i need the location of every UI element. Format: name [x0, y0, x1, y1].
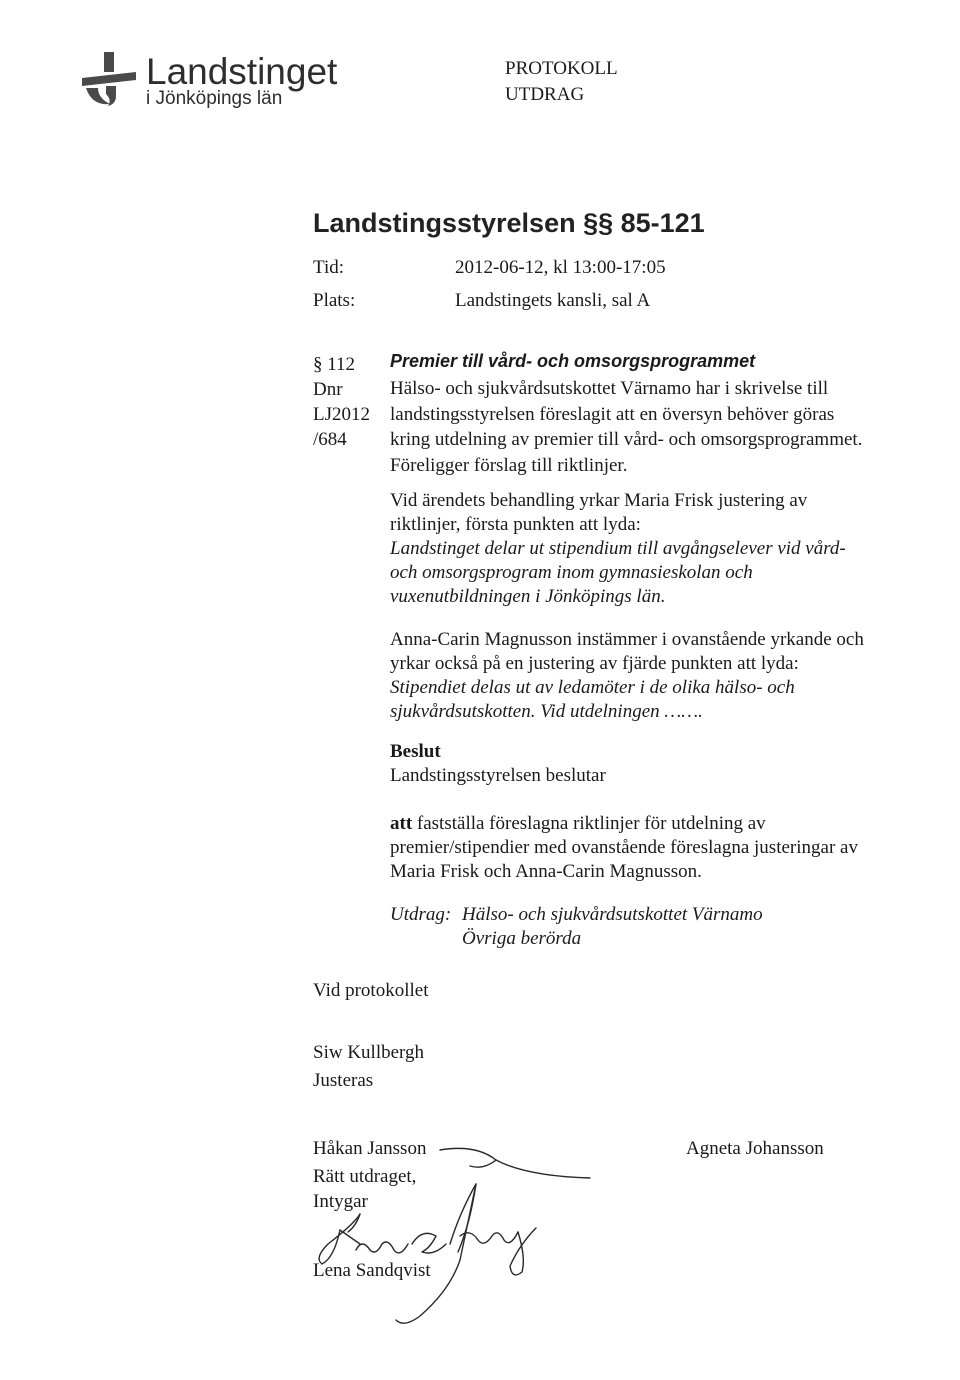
section-number: § 112: [313, 354, 356, 375]
logo-name: Landstinget: [146, 51, 338, 92]
decision-line: fastställa föreslagna riktlinjer för utdelning av: [412, 813, 766, 834]
doc-type-line: PROTOKOLL: [505, 58, 618, 79]
claim-line: Anna-Carin Magnusson instämmer i ovanstående yrkande och: [390, 629, 864, 650]
dnr-value-suffix: /684: [313, 429, 347, 450]
section-intro: [390, 376, 862, 478]
decision-line-first: [390, 812, 858, 836]
claim-quote-line: sjukvårdsutskotten. Vid utdelningen …….: [390, 701, 703, 722]
intro-line: landstingsstyrelsen föreslagit att en översyn behöver göras: [390, 403, 835, 425]
landstinget-logo-icon: [78, 50, 140, 108]
decision-intro: Landstingsstyrelsen beslutar: [390, 765, 606, 786]
document-type: [505, 56, 618, 108]
claim-quote-line: Stipendiet delas ut av ledamöter i de olika hälso- och: [390, 677, 795, 698]
logo-subtitle: i Jönköpings län: [146, 88, 283, 109]
intro-line: Föreligger förslag till riktlinjer.: [390, 454, 628, 476]
extract-recipient: Övriga berörda: [462, 928, 582, 949]
adjuster-name: Agneta Johansson: [686, 1138, 824, 1159]
doc-type-line: UTDRAG: [505, 84, 585, 105]
decision-line: premier/stipendier med ovanstående föreslagna justeringar av: [390, 837, 858, 858]
section-margin-notes: [313, 352, 370, 452]
ratt-utdraget-label: Rätt utdraget,: [313, 1166, 417, 1187]
secretary-name: Siw Kullbergh: [313, 1042, 425, 1063]
claim-line: yrkar också på en justering av fjärde punkten att lyda:: [390, 653, 799, 674]
decision-att: att: [390, 813, 413, 834]
claim-quote-line: vuxenutbildningen i Jönköpings län.: [390, 586, 666, 607]
dnr-value: LJ2012: [313, 404, 370, 425]
dnr-label: Dnr: [313, 379, 343, 400]
decision-line: Maria Frisk och Anna-Carin Magnusson.: [390, 861, 702, 882]
place-value: Landstingets kansli, sal A: [455, 290, 651, 311]
intro-line: kring utdelning av premier till vård- och omsorgsprogrammet.: [390, 429, 863, 450]
claim-quote-line: och omsorgsprogram inom gymnasieskolan och: [390, 562, 753, 583]
decision-heading: Beslut: [390, 741, 441, 762]
vid-protokollet-label: Vid protokollet: [313, 980, 429, 1001]
handwritten-signature: [300, 1140, 630, 1330]
time-label: Tid:: [313, 257, 344, 278]
justeras-label: Justeras: [313, 1070, 374, 1091]
claim-quote-line: Landstinget delar ut stipendium till avgångselever vid vård-: [390, 538, 846, 559]
decision-text: [390, 812, 858, 884]
page-title: Landstingsstyrelsen §§ 85-121: [313, 208, 705, 238]
section-title: Premier till vård- och omsorgsprogrammet: [390, 351, 756, 371]
intro-line: Hälso- och sjukvårdsutskottet Värnamo har i skrivelse till: [390, 378, 829, 399]
place-label: Plats:: [313, 290, 356, 311]
extract-recipient: Hälso- och sjukvårdsutskottet Värnamo: [462, 904, 763, 925]
extract-label: Utdrag:: [390, 904, 452, 925]
time-value: 2012-06-12, kl 13:00-17:05: [455, 257, 666, 278]
intygar-label: Intygar: [313, 1191, 368, 1212]
adjuster-name: Håkan Jansson: [313, 1138, 427, 1159]
claim-maria-frisk: [390, 489, 846, 609]
claim-line: riktlinjer, första punkten att lyda:: [390, 514, 641, 535]
claim-line: Vid ärendets behandling yrkar Maria Frisk justering av: [390, 490, 808, 511]
claim-anna-carin-magnusson: [390, 628, 864, 724]
certifier-name: Lena Sandqvist: [313, 1260, 431, 1281]
